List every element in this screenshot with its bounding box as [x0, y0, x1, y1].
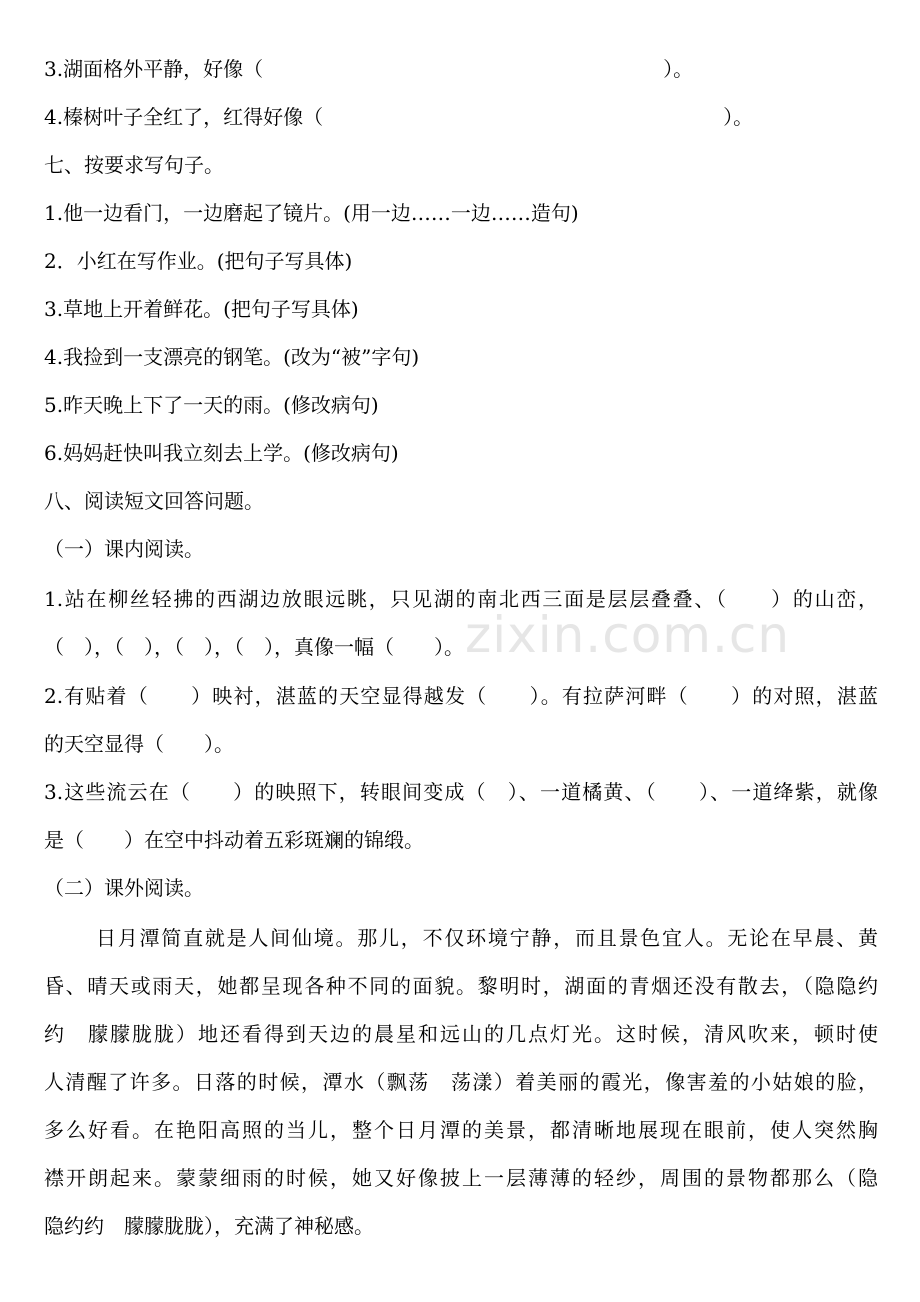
paragraph-line: 约 朦朦胧胧）地还看得到天边的晨星和远山的几点灯光。这时候，清风吹来，顿时使 — [44, 1022, 878, 1046]
text-line: 3.这些流云在（ ）的映照下，转眼间变成（ ）、一道橘黄、（ ）、一道绛紫，就像 — [44, 780, 878, 804]
section-heading: 八、阅读短文回答问题。 — [44, 489, 264, 513]
text-line: 5.昨天晚上下了一天的雨。(修改病句) — [44, 393, 379, 417]
subsection-heading: （一）课内阅读。 — [44, 537, 204, 561]
text-line: 6.妈妈赶快叫我立刻去上学。(修改病句) — [44, 441, 399, 465]
text-line: 1.他一边看门，一边磨起了镜片。(用一边……一边……造句) — [44, 201, 579, 225]
subsection-heading: （二）课外阅读。 — [44, 876, 204, 900]
text-line: 3.草地上开着鲜花。(把句子写具体) — [44, 297, 359, 321]
paragraph-line: 襟开朗起来。蒙蒙细雨的时候，她又好像披上一层薄薄的轻纱，周围的景物都那么（隐 — [44, 1166, 878, 1190]
text-line: 2.有贴着（ ）映衬，湛蓝的天空显得越发（ ）。有拉萨河畔（ ）的对照，湛蓝 — [44, 684, 878, 708]
paragraph-line: 多么好看。在艳阳高照的当儿，整个日月潭的美景，都清晰地展现在眼前，使人突然胸 — [44, 1118, 878, 1142]
paragraph-line: 日月潭简直就是人间仙境。那儿，不仅环境宁静，而且景色宜人。无论在早晨、黄 — [96, 926, 878, 950]
text-line: 是（ ）在空中抖动着五彩斑斓的锦缎。 — [44, 828, 424, 852]
text-line: （ ），（ ），（ ），（ ），真像一幅（ ）。 — [44, 635, 464, 659]
paragraph-line: 人清醒了许多。日落的时候，潭水（飘荡 荡漾）着美丽的霞光，像害羞的小姑娘的脸， — [44, 1070, 878, 1094]
paragraph-line: 隐约约 朦朦胧胧），充满了神秘感。 — [44, 1214, 374, 1238]
text-line: 3.湖面格外平静，好像（ ）。 — [44, 57, 694, 81]
text-line: 4.榛树叶子全红了，红得好像（ ）。 — [44, 105, 754, 129]
text-line: 1.站在柳丝轻拂的西湖边放眼远眺，只见湖的南北西三面是层层叠叠、（ ）的山峦， — [44, 587, 878, 611]
paragraph-line: 昏、晴天或雨天，她都呈现各种不同的面貌。黎明时，湖面的青烟还没有散去，（隐隐约 — [44, 974, 878, 998]
text-line: 2．小红在写作业。(把句子写具体) — [44, 249, 353, 273]
text-line: 的天空显得（ ）。 — [44, 732, 234, 756]
text-line: 4.我捡到一支漂亮的钢笔。(改为“被”字句) — [44, 345, 420, 369]
section-heading: 七、按要求写句子。 — [44, 153, 224, 177]
watermark: zixin.com.cn — [465, 606, 791, 664]
